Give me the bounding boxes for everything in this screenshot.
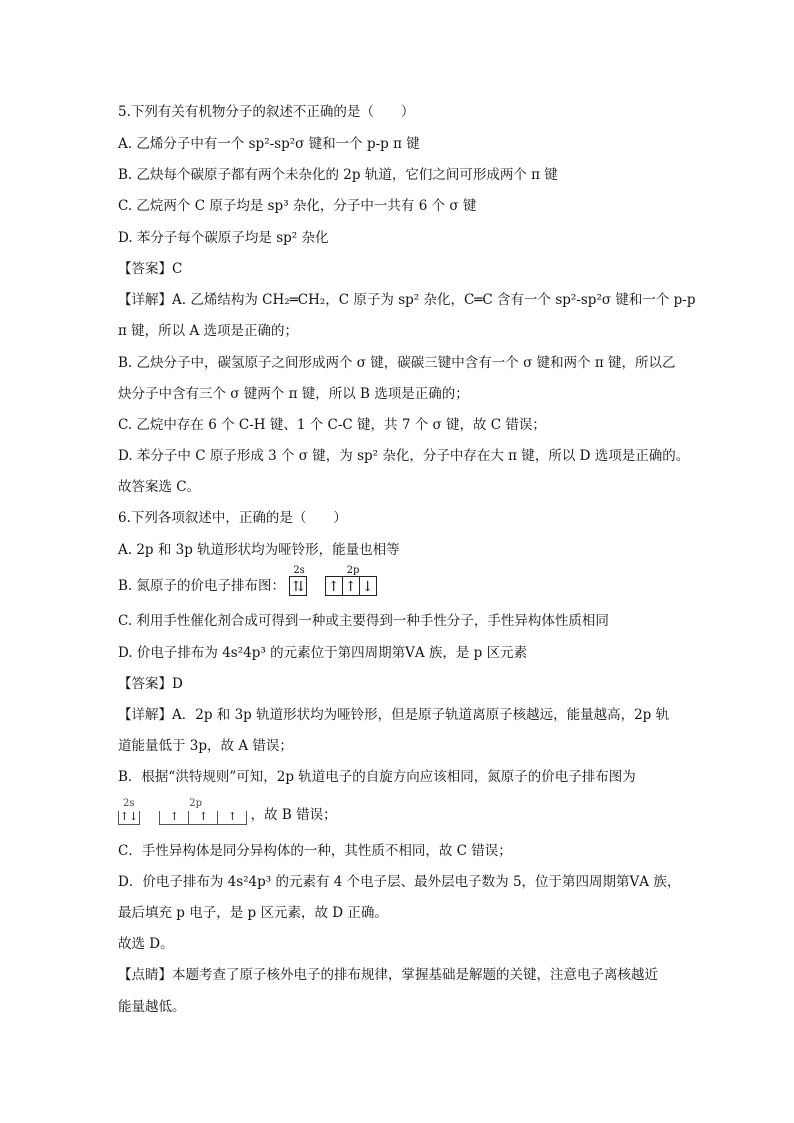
- q6-explanation-b1: B．根据“洪特规则”可知，2p 轨道电子的自旋方向应该相同，氮原子的价电子排布图为: [118, 769, 636, 785]
- correct-orbital-2s-box: ↑↓: [119, 809, 139, 823]
- q5-explanation-2: π 键，所以 A 选项是正确的；: [118, 323, 298, 339]
- orbital-2p-box-1: ↑: [325, 576, 343, 596]
- q5-explanation-4: 炔分子中含有三个 σ 键两个 π 键，所以 B 选项是正确的；: [118, 386, 469, 402]
- q6-explanation-b2: [118, 797, 337, 826]
- orbital-2p-label: 2p: [346, 565, 360, 576]
- correct-orbital-2p-label: 2p: [189, 797, 203, 809]
- orbital-2p-box-2: ↑: [342, 576, 360, 596]
- q5-explanation-6: D. 苯分子中 C 原子形成 3 个 σ 键，为 sp² 杂化，分子中存在大 π 键，所以 D 选项是正确的。: [118, 448, 690, 464]
- q5-explanation-5: C. 乙烷中存在 6 个 C-H 键、1 个 C-C 键，共 7 个 σ 键，故 C 错误；: [118, 417, 546, 433]
- q6-comment-2: 能量越低。: [118, 999, 186, 1015]
- q5-conclusion: 故答案选 C。: [118, 479, 201, 495]
- correct-orbital-2s: [118, 797, 139, 826]
- q6-option-b: [118, 565, 376, 597]
- q5-stem: 5.下列有关有机物分子的叙述不正确的是（ ）: [118, 104, 415, 120]
- correct-orbital-2p-box-3: ↑: [217, 811, 247, 825]
- q5-explanation-3: B. 乙炔分子中，碳氢原子之间形成两个 σ 键，碳碳三键中含有一个 σ 键和两个 π 键，所以乙: [118, 355, 676, 371]
- q6-option-a: A. 2p 和 3p 轨道形状均为哑铃形，能量也相等: [118, 542, 400, 558]
- orbital-diagram-2s: [289, 565, 306, 597]
- q6-explanation-d2: 最后填充 p 电子，是 p 区元素，故 D 正确。: [118, 905, 388, 921]
- q5-explanation-1: 【详解】A. 乙烯结构为 CH₂═CH₂，C 原子为 sp² 杂化，C═C 含有一个 sp²-sp²σ 键和一个 p-p: [118, 292, 696, 308]
- orbital-2p-box-3: ↓: [359, 576, 377, 596]
- q6-option-b-text: B. 氮原子的价电子排布图：: [118, 578, 286, 594]
- q6-conclusion: 故选 D。: [118, 936, 174, 952]
- q6-explanation-b-suffix: ，故 B 错误；: [250, 807, 337, 823]
- q6-explanation-a2: 道能量低于 3p，故 A 错误；: [118, 738, 293, 754]
- correct-orbital-2p-box-2: ↑: [188, 811, 218, 825]
- q5-option-a: A. 乙烯分子中有一个 sp²-sp²σ 键和一个 p-p π 键: [118, 136, 420, 152]
- q6-explanation-d1: D．价电子排布为 4s²4p³ 的元素有 4 个电子层、最外层电子数为 5，位于第四周期第ⅤA 族，: [118, 874, 681, 890]
- q6-option-d: D. 价电子排布为 4s²4p³ 的元素位于第四周期第ⅤA 族，是 p 区元素: [118, 645, 528, 661]
- orbital-2s-box: ⇅: [289, 576, 307, 596]
- q6-option-c: C. 利用手性催化剂合成可得到一种或主要得到一种手性分子，手性异构体性质相同: [118, 613, 609, 629]
- correct-orbital-2p: [159, 797, 246, 826]
- orbital-2s-label: 2s: [293, 565, 305, 576]
- q6-explanation-c: C．手性异构体是同分异构体的一种，其性质不相同，故 C 错误；: [118, 843, 512, 859]
- q5-option-d: D. 苯分子每个碳原子均是 sp² 杂化: [118, 230, 329, 246]
- q6-comment-1: 【点睛】本题考查了原子核外电子的排布规律，掌握基础是解题的关键，注意电子离核越近: [118, 967, 658, 983]
- q5-option-b: B. 乙炔每个碳原子都有两个未杂化的 2p 轨道，它们之间可形成两个 π 键: [118, 167, 558, 183]
- correct-orbital-2s-label: 2s: [123, 797, 135, 809]
- q6-explanation-a1: 【详解】A．2p 和 3p 轨道形状均为哑铃形，但是原子轨道离原子核越远，能量越高，2p 轨: [118, 707, 670, 723]
- q5-option-c: C. 乙烷两个 C 原子均是 sp³ 杂化，分子中一共有 6 个 σ 键: [118, 198, 477, 214]
- orbital-diagram-2p: [325, 565, 376, 597]
- correct-orbital-2p-box-1: ↑: [159, 811, 189, 825]
- q5-answer: 【答案】C: [118, 261, 183, 277]
- q6-stem: 6.下列各项叙述中，正确的是（ ）: [118, 510, 347, 526]
- q6-answer: 【答案】D: [118, 676, 183, 692]
